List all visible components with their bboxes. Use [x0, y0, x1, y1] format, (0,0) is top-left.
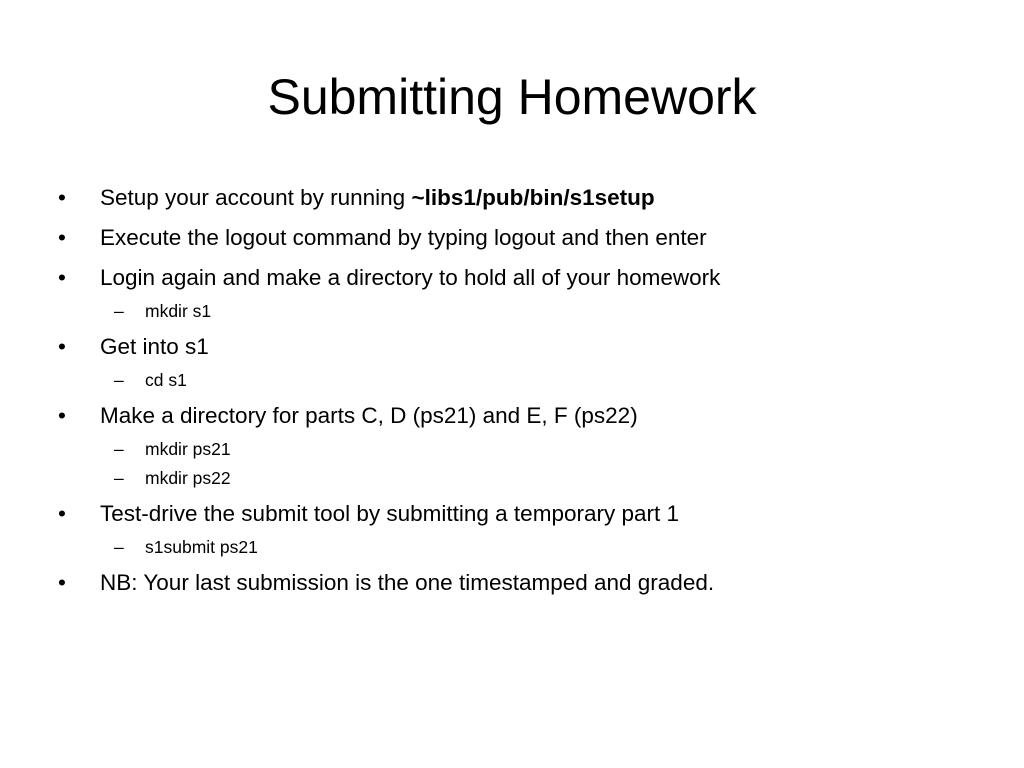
bullet-item-get-into-s1: [58, 333, 988, 361]
slide-title: Submitting Homework: [267, 69, 757, 125]
bullet-list: [58, 184, 988, 609]
sub-item-mkdir-ps21: [58, 438, 988, 460]
bullet-marker: •: [58, 185, 66, 210]
dash-marker: –: [114, 301, 124, 321]
bullet-marker: •: [58, 403, 66, 428]
bullet-text: Make a directory for parts C, D (ps21) and E, F (ps22): [100, 403, 638, 428]
dash-marker: –: [114, 370, 124, 390]
sub-item-mkdir-s1: [58, 300, 988, 322]
bullet-text: Test-drive the submit tool by submitting a temporary part 1: [100, 501, 680, 526]
sub-item-text: s1submit ps21: [145, 537, 258, 557]
bullet-text: Setup your account by running: [100, 185, 412, 210]
bullet-item-logout: [58, 224, 988, 252]
bullet-text: Get into s1: [100, 334, 209, 359]
dash-marker: –: [114, 468, 124, 488]
sub-item-text: mkdir ps22: [145, 468, 231, 488]
dash-marker: –: [114, 537, 124, 557]
bullet-item-setup-account: [58, 184, 988, 212]
bullet-marker: •: [58, 570, 66, 595]
sub-item-mkdir-ps22: [58, 467, 988, 489]
bullet-item-test-drive: [58, 500, 988, 528]
bullet-item-nb-note: [58, 569, 988, 597]
bullet-item-make-directory: [58, 402, 988, 430]
sub-item-text: mkdir s1: [145, 301, 212, 321]
setup-command-text: ~libs1/pub/bin/s1setup: [411, 185, 655, 210]
bullet-marker: •: [58, 225, 66, 250]
sub-item-text: cd s1: [145, 370, 187, 390]
sub-item-cd-s1: [58, 369, 988, 391]
bullet-text: NB: Your last submission is the one timestamped and graded.: [100, 570, 715, 595]
bullet-text: Execute the logout command by typing logout and then enter: [100, 225, 707, 250]
bullet-item-login-mkdir: [58, 264, 988, 292]
bullet-marker: •: [58, 265, 66, 290]
sub-item-text: mkdir ps21: [145, 439, 231, 459]
dash-marker: –: [114, 439, 124, 459]
bullet-marker: •: [58, 334, 66, 359]
bullet-text: Login again and make a directory to hold all of your homework: [100, 265, 721, 290]
sub-item-s1submit: [58, 536, 988, 558]
bullet-marker: •: [58, 501, 66, 526]
